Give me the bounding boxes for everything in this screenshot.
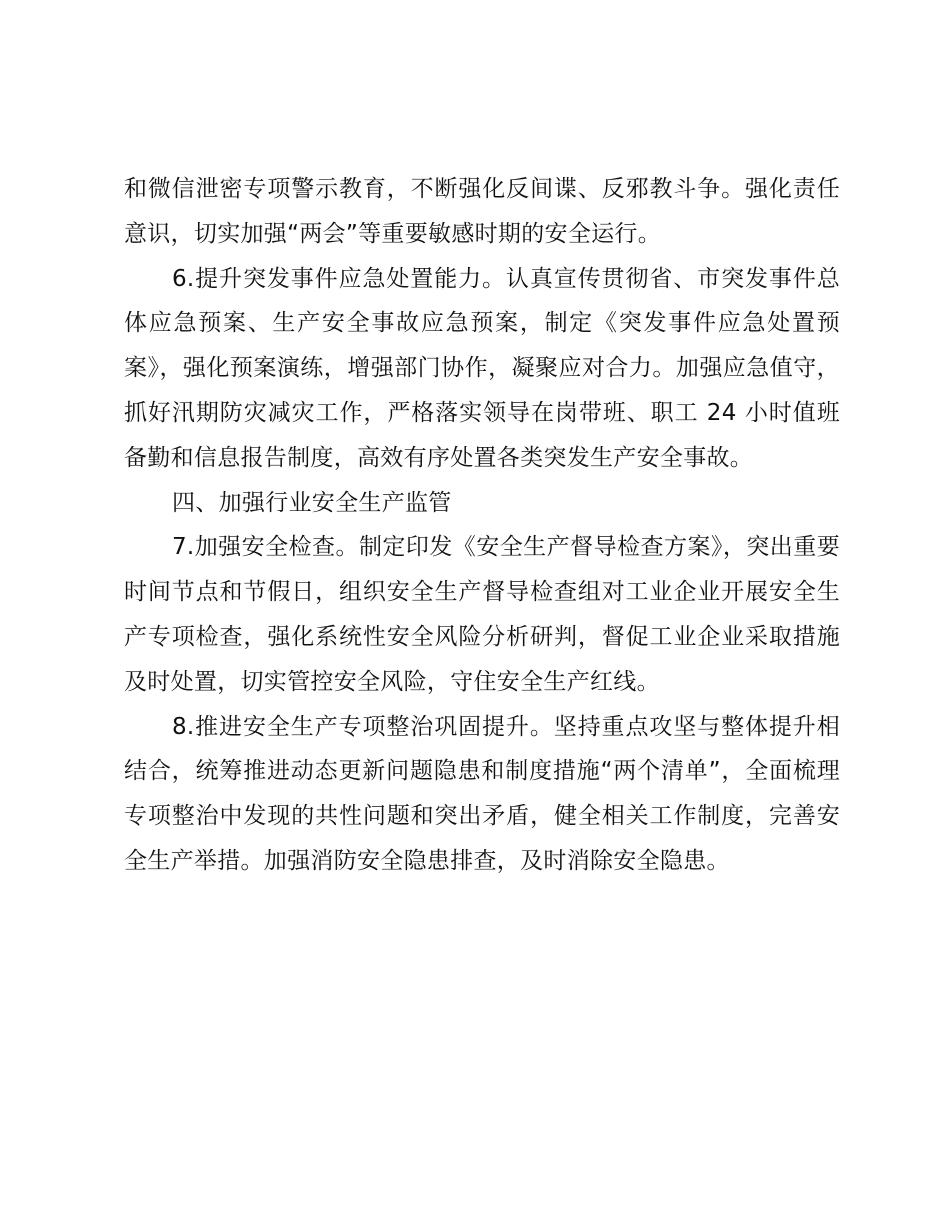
section-heading-4: 四、加强行业安全生产监管: [172, 489, 452, 516]
paragraph-item-8: 8.推进安全生产专项整治巩固提升。坚持重点攻坚与整体提升相结合，统筹推进动态更新问题隐患和制度措施“两个清单”，全面梳理专项整治中发现的共性问题和突出矛盾，健全相关工作制度，完善安全生产举措。加强消防安全隐患排查，及时消除安全隐患。: [124, 713, 840, 874]
paragraph-item-7: 7.加强安全检查。制定印发《安全生产督导检查方案》，突出重要时间节点和节假日，组织安全生产督导检查组对工业企业开展安全生产专项检查，强化系统性安全风险分析研判，督促工业企业采取措施及时处置，切实管控安全风险，守住安全生产红线。: [124, 534, 840, 695]
paragraph-continuation: 和微信泄密专项警示教育，不断强化反间谍、反邪教斗争。强化责任意识，切实加强“两会”等重要敏感时期的安全运行。: [124, 176, 840, 247]
paragraph-item-6: 6.提升突发事件应急处置能力。认真宣传贯彻省、市突发事件总体应急预案、生产安全事故应急预案，制定《突发事件应急处置预案》，强化预案演练，增强部门协作，凝聚应对合力。加强应急值守，抓好汛期防灾减灾工作，严格落实领导在岗带班、职工 24 小时值班备勤和信息报告制度，高效有序处置各类突发生产安全事故。: [124, 265, 840, 471]
